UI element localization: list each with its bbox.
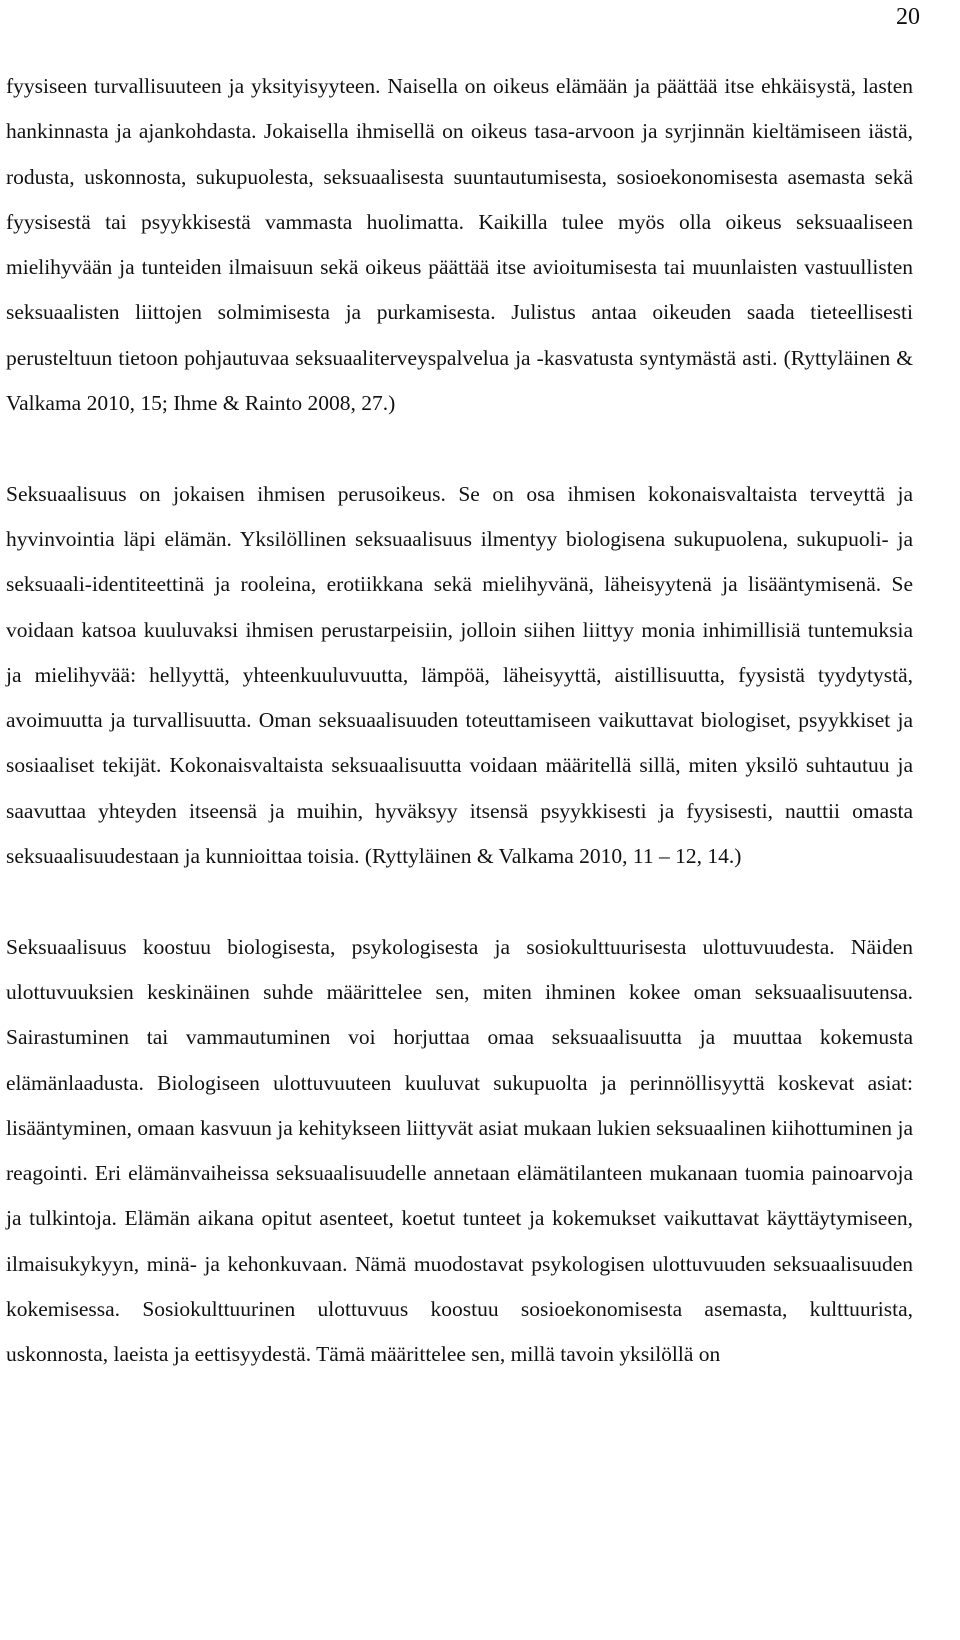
page-number: 20 <box>896 4 920 30</box>
paragraph-3: Seksuaalisuus koostuu biologisesta, psykologisesta ja sosiokulttuurisesta ulottuvuudesta. Näiden ulottuvuuksien keskinäinen suhde määrittelee sen, miten ihminen kokee oman seksuaalisuutensa. Sairastuminen tai vammautuminen voi horjuttaa omaa seksuaalisuutta ja muuttaa kokemusta elämänlaadusta. Biologiseen ulottuvuuteen kuuluvat sukupuolta ja perinnöllisyyttä koskevat asiat: lisääntyminen, omaan kasvuun ja kehitykseen liittyvät asiat mukaan lukien seksuaalinen kiihottuminen ja reagointi. Eri elämänvaiheissa seksuaalisuudelle annetaan elämätilanteen mukanaan tuomia painoarvoja ja tulkintoja. Elämän aikana opitut asenteet, koetut tunteet ja kokemukset vaikuttavat käyttäytymiseen, ilmaisukykyyn, minä- ja kehonkuvaan. Nämä muodostavat psykologisen ulottuvuuden seksuaalisuuden kokemisessa. Sosiokulttuurinen ulottuvuus koostuu sosioekonomisesta asemasta, kulttuurista, uskonnosta, laeista ja eettisyydestä. Tämä määrittelee sen, millä tavoin yksilöllä on <box>6 934 913 1367</box>
paragraph-2: Seksuaalisuus on jokaisen ihmisen perusoikeus. Se on osa ihmisen kokonaisvaltaista terveyttä ja hyvinvointia läpi elämän. Yksilöllinen seksuaalisuus ilmentyy biologisena sukupuolena, sukupuoli- ja seksuaali-identiteettinä ja rooleina, erotiikkana sekä mielihyvänä, läheisyytenä ja lisääntymisenä. Se voidaan katsoa kuuluvaksi ihmisen perustarpeisiin, jolloin siihen liittyy monia inhimillisiä tuntemuksia ja mielihyvää: hellyyttä, yhteenkuuluvuutta, lämpöä, läheisyyttä, aistillisuutta, fyysistä tyydytystä, avoimuutta ja turvallisuutta. Oman seksuaalisuuden toteuttamiseen vaikuttavat biologiset, psyykkiset ja sosiaaliset tekijät. Kokonaisvaltaista seksuaalisuutta voidaan määritellä sillä, miten yksilö suhtautuu ja saavuttaa yhteyden itseensä ja muihin, hyväksyy itsensä psyykkisesti ja fyysisesti, nauttii omasta seksuaalisuudestaan ja kunnioittaa toisia. (Ryttyläinen & Valkama 2010, 11 – 12, 14.) <box>6 481 913 869</box>
document-body <box>6 64 913 1378</box>
paragraph-1: fyysiseen turvallisuuteen ja yksityisyyteen. Naisella on oikeus elämään ja päättää itse ehkäisystä, lasten hankinnasta ja ajankohdasta. Jokaisella ihmisellä on oikeus tasa-arvoon ja syrjinnän kieltämiseen iästä, rodusta, uskonnosta, sukupuolesta, seksuaalisesta suuntautumisesta, sosioekonomisesta asemasta sekä fyysisestä tai psyykkisestä vammasta huolimatta. Kaikilla tulee myös olla oikeus seksuaaliseen mielihyvään ja tunteiden ilmaisuun sekä oikeus päättää itse avioitumisesta tai muunlaisten vastuullisten seksuaalisten liittojen solmimisesta ja purkamisesta. Julistus antaa oikeuden saada tieteellisesti perusteltuun tietoon pohjautuvaa seksuaaliterveyspalvelua ja -kasvatusta syntymästä asti. (Ryttyläinen & Valkama 2010, 15; Ihme & Rainto 2008, 27.) <box>6 74 913 416</box>
